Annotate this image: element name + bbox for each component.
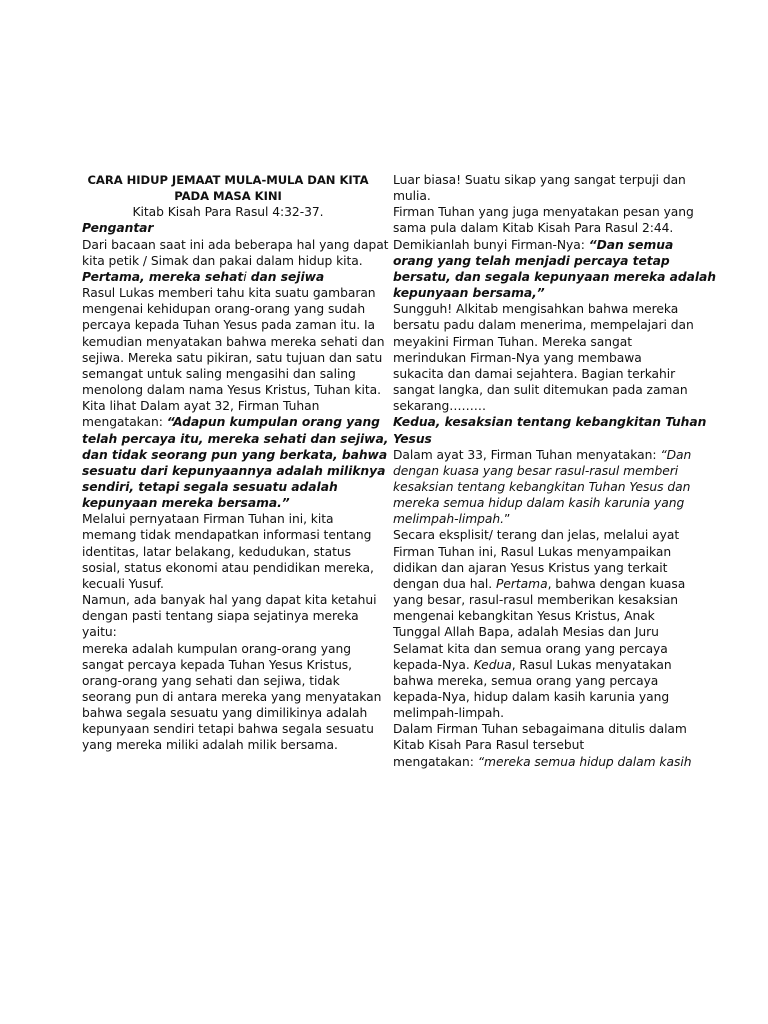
plain-text: , bahwa dengan kuasa bbox=[547, 576, 686, 591]
paragraph-line: bahwa mereka, semua orang yang percaya bbox=[393, 673, 659, 688]
paragraph-line: Namun, ada banyak hal yang dapat kita ketahui bbox=[82, 593, 377, 608]
plain-text: Dalam ayat 33, Firman Tuhan menyatakan: bbox=[393, 447, 661, 462]
scripture-quote: melimpah-limpah. bbox=[393, 512, 504, 527]
scripture-quote-line bbox=[393, 511, 685, 527]
paragraph-line: yang besar, rasul-rasul memberikan kesaksian bbox=[393, 593, 679, 608]
paragraph-line: Firman Tuhan yang juga menyatakan pesan yang bbox=[393, 205, 694, 220]
paragraph-line: sejiwa. Mereka satu pikiran, satu tujuan dan satu bbox=[82, 350, 383, 365]
scripture-quote-line: kepunyaan bersama,” bbox=[393, 286, 545, 301]
paragraph-line: Selamat kita dan semua orang yang percaya bbox=[393, 641, 668, 656]
paragraph-line: meyakini Firman Tuhan. Mereka sangat bbox=[393, 334, 633, 349]
plain-text: dengan dua hal. bbox=[393, 576, 497, 591]
paragraph-line: didikan dan ajaran Yesus Kristus yang terkait bbox=[393, 560, 668, 575]
plain-text: mengatakan: bbox=[82, 415, 167, 430]
scripture-quote: “mereka semua hidup dalam kasih bbox=[477, 754, 692, 769]
paragraph-line: Dalam Firman Tuhan sebagaimana ditulis dalam bbox=[393, 722, 687, 737]
intro-line: Dari bacaan saat ini ada beberapa hal yang dapat bbox=[82, 237, 389, 252]
paragraph-line: yaitu: bbox=[82, 625, 117, 640]
paragraph-line: bersatu padu dalam menerima, mempelajari dan bbox=[393, 318, 694, 333]
paragraph-line: sekarang……… bbox=[393, 399, 486, 414]
paragraph-line: melimpah-limpah. bbox=[393, 706, 504, 721]
paragraph-line: Kita lihat Dalam ayat 32, Firman Tuhan bbox=[82, 399, 320, 414]
paragraph-line: bahwa segala sesuatu yang dimilikinya adalah bbox=[82, 706, 368, 721]
paragraph-line: orang-orang yang sehati dan sejiwa, tidak bbox=[82, 673, 340, 688]
scripture-quote-line: kesaksian tentang kebangkitan Tuhan Yesus dan bbox=[393, 479, 691, 494]
scripture-quote-line: kepunyaan mereka bersama.” bbox=[82, 496, 290, 511]
paragraph-line: kecuali Yusuf. bbox=[82, 576, 164, 591]
paragraph-line: kepada-Nya, hidup dalam kasih karunia yang bbox=[393, 690, 670, 704]
paragraph-line: mereka adalah kumpulan orang-orang yang bbox=[82, 641, 352, 656]
document-title-line-1: CARA HIDUP JEMAAT MULA-MULA DAN KITA bbox=[87, 173, 369, 187]
paragraph-line: sosial, status ekonomi atau pendidikan mereka, bbox=[82, 560, 374, 575]
emphasis-text: Kedua bbox=[473, 657, 512, 672]
plain-text: kepada-Nya. bbox=[393, 657, 474, 672]
paragraph-line: sama pula dalam Kitab Kisah Para Rasul 2:44. bbox=[393, 221, 674, 236]
scripture-quote-line: telah percaya itu, mereka sehati dan sejiwa, bbox=[82, 431, 389, 446]
paragraph-line: yang mereka miliki adalah milik bersama. bbox=[82, 738, 338, 753]
paragraph-line: identitas, latar belakang, kedudukan, status bbox=[82, 544, 351, 559]
heading-first-part-a: Pertama, mereka sehat bbox=[82, 269, 244, 284]
scripture-quote: “Dan semua bbox=[588, 237, 674, 252]
paragraph-line: Sungguh! Alkitab mengisahkan bahwa mereka bbox=[393, 302, 679, 317]
paragraph-line: sangat percaya kepada Tuhan Yesus Kristus, bbox=[82, 657, 353, 672]
paragraph-line: memang tidak mendapatkan informasi tentang bbox=[82, 528, 372, 543]
paragraph-line: merindukan Firman-Nya yang membawa bbox=[393, 350, 642, 365]
paragraph-line: mulia. bbox=[393, 189, 431, 204]
section-heading-intro: Pengantar bbox=[82, 221, 154, 236]
paragraph-line-with-quote bbox=[82, 414, 380, 430]
intro-line: kita petik / Simak dan pakai dalam hidup kita. bbox=[82, 253, 363, 268]
scripture-quote-line: sendiri, tetapi segala sesuatu adalah bbox=[82, 479, 338, 494]
plain-text: , Rasul Lukas menyatakan bbox=[511, 657, 672, 672]
paragraph-line: percaya kepada Tuhan Yesus pada zaman itu. Ia bbox=[82, 318, 376, 333]
scripture-quote-line: orang yang telah menjadi percaya tetap bbox=[393, 253, 670, 268]
heading-first-part-b: i bbox=[243, 269, 247, 284]
paragraph-line bbox=[393, 576, 685, 592]
paragraph-line-with-quote bbox=[393, 237, 685, 253]
right-column bbox=[393, 172, 716, 770]
scripture-quote: “Dan bbox=[660, 447, 692, 462]
paragraph-line: Luar biasa! Suatu sikap yang sangat terpuji dan bbox=[393, 173, 686, 187]
document-title-line-2: PADA MASA KINI bbox=[174, 189, 282, 204]
scripture-quote: “Adapun kumpulan orang yang bbox=[166, 415, 380, 430]
scripture-quote-line: mereka semua hidup dalam kasih karunia yang bbox=[393, 496, 685, 511]
paragraph-line: mengenai kehidupan orang-orang yang sudah bbox=[82, 302, 366, 317]
paragraph-line: Firman Tuhan ini, Rasul Lukas menyampaikan bbox=[393, 544, 672, 559]
paragraph-line: sukacita dan damai sejahtera. Bagian terkahir bbox=[393, 366, 676, 381]
paragraph-line: seorang pun di antara mereka yang menyatakan bbox=[82, 690, 382, 704]
paragraph-line: Rasul Lukas memberi tahu kita suatu gambaran bbox=[82, 286, 376, 301]
paragraph-line: menolong dalam nama Yesus Kristus, Tuhan kita. bbox=[82, 383, 381, 398]
scripture-quote-line: dan tidak seorang pun yang berkata, bahwa bbox=[82, 447, 388, 462]
paragraph-line: dengan pasti tentang siapa sejatinya mereka bbox=[82, 609, 359, 624]
emphasis-text: Pertama bbox=[496, 576, 548, 591]
plain-text: Demikianlah bunyi Firman-Nya: bbox=[393, 237, 589, 252]
section-heading-first bbox=[82, 269, 374, 285]
scripture-reference: Kitab Kisah Para Rasul 4:32-37. bbox=[132, 205, 324, 220]
scripture-quote-line: bersatu, dan segala kepunyaan mereka adalah bbox=[393, 269, 716, 284]
paragraph-line: Tunggal Allah Bapa, adalah Mesias dan Juru bbox=[393, 625, 659, 640]
scripture-quote-line: dengan kuasa yang besar rasul-rasul memberi bbox=[393, 463, 679, 478]
paragraph-line-with-quote bbox=[393, 447, 692, 463]
paragraph-line: sangat langka, dan sulit ditemukan pada zaman bbox=[393, 383, 688, 398]
paragraph-line-with-quote bbox=[393, 754, 692, 770]
paragraph-line: kemudian menyatakan bahwa mereka sehati dan bbox=[82, 334, 385, 349]
heading-first-part-c: dan sejiwa bbox=[246, 269, 325, 284]
paragraph-line: mengenai kebangkitan Yesus Kristus, Anak bbox=[393, 609, 655, 624]
closing-quote-mark: ” bbox=[503, 512, 511, 527]
section-heading-second: Yesus bbox=[393, 431, 432, 446]
plain-text: mengatakan: bbox=[393, 754, 478, 769]
left-column bbox=[82, 172, 389, 754]
paragraph-line: Secara eksplisit/ terang dan jelas, melalui ayat bbox=[393, 528, 680, 543]
paragraph-line: kepunyaan sendiri tetapi bahwa segala sesuatu bbox=[82, 722, 374, 737]
section-heading-second: Kedua, kesaksian tentang kebangkitan Tuhan bbox=[393, 415, 707, 430]
paragraph-line: semangat untuk saling mengasihi dan saling bbox=[82, 366, 356, 381]
scripture-quote-line: sesuatu dari kepunyaannya adalah miliknya bbox=[82, 463, 386, 478]
paragraph-line: Melalui pernyataan Firman Tuhan ini, kita bbox=[82, 512, 334, 527]
paragraph-line bbox=[393, 657, 685, 673]
paragraph-line: Kitab Kisah Para Rasul tersebut bbox=[393, 738, 585, 753]
